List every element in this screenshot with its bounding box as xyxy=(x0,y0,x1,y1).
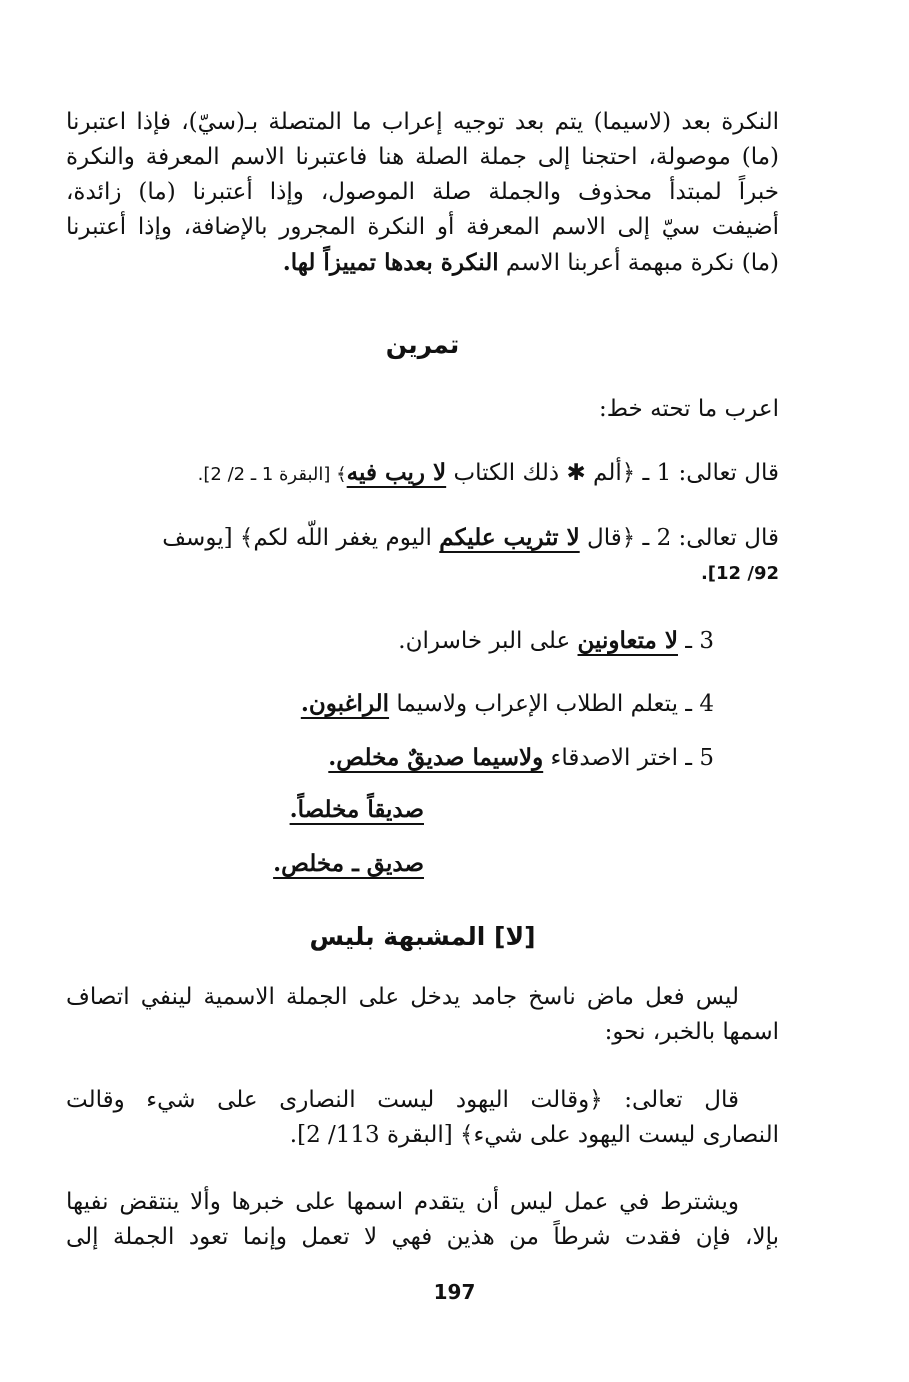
item1-pre: قال تعالى: 1 ـ ﴿ألم ✱ ذلك الكتاب xyxy=(446,460,779,486)
intro-line: خبراً لمبتدأ محذوف والجملة صلة الموصول، وإذا أعتبرنا (ما) زائدة، xyxy=(66,179,779,205)
alternative-2 xyxy=(66,846,424,882)
item1-underlined: لا ريب فيه xyxy=(346,459,447,486)
exercise-item-3 xyxy=(66,623,714,659)
item3-pre: 3 ـ xyxy=(677,628,714,654)
section-heading: [لا] المشبهة بليس xyxy=(309,922,536,951)
item3-underlined: لا متعاونين xyxy=(577,627,678,654)
exercise-instruction xyxy=(66,392,779,427)
exercise-item-5 xyxy=(66,740,714,776)
page-number: 197 xyxy=(433,1280,476,1304)
instruction-text: اعرب ما تحته خط: xyxy=(598,396,779,422)
item2-post: اليوم يغفر اللّه لكم﴾ [يوسف xyxy=(162,525,440,551)
intro-last-line-bold: النكرة بعدها تمييزاً لها. xyxy=(282,249,499,276)
section2-paragraph-1 xyxy=(66,980,779,1050)
item1-post: ﴾ [البقرة 1 ـ 2/ 2]. xyxy=(197,464,347,485)
item4-pre: 4 ـ يتعلم الطلاب الإعراب ولاسيما xyxy=(389,691,714,717)
para1-line: اسمها بالخبر، نحو: xyxy=(604,1019,779,1045)
para2-line: قال تعالى: ﴿وقالت اليهود ليست النصارى على شيء وقالت xyxy=(66,1087,739,1113)
para3-line: بإلا، فإن فقدت شرطاً من هذين فهي لا تعمل وإنما تعود الجملة إلى xyxy=(66,1224,779,1250)
alt1-text: صديقاً مخلصاً. xyxy=(289,796,424,823)
intro-last-line xyxy=(66,245,779,281)
item3-post: على البر خاسران. xyxy=(398,628,578,654)
item5-pre: 5 ـ اختر الاصدقاء xyxy=(543,745,714,771)
exercise-item-4 xyxy=(66,686,714,722)
item2-pre: قال تعالى: 2 ـ ﴿قال xyxy=(579,525,779,551)
alternative-1 xyxy=(66,792,424,828)
para1-line: ليس فعل ماض ناسخ جامد يدخل على الجملة الاسمية لينفي اتصاف xyxy=(66,984,739,1010)
para2-line: النصارى ليست اليهود على شيء﴾ [البقرة 113/ 2]. xyxy=(289,1122,779,1148)
intro-line: أضيفت سيّ إلى الاسم المعرفة أو النكرة المجرور بالإضافة، وإذا أعتبرنا xyxy=(66,214,779,240)
section2-paragraph-3 xyxy=(66,1185,779,1255)
intro-last-line-start: (ما) نكرة مبهمة أعربنا الاسم xyxy=(498,250,779,276)
intro-paragraph xyxy=(66,105,779,281)
intro-line: النكرة بعد (لاسيما) يتم بعد توجيه إعراب ما المتصلة بـ(سيّ)، فإذا اعتبرنا xyxy=(66,109,779,135)
exercise-item-1 xyxy=(66,455,779,492)
section2-paragraph-2 xyxy=(66,1083,779,1153)
exercise-item-2 xyxy=(66,520,779,591)
item2-underlined: لا تثريب عليكم xyxy=(439,524,580,551)
alt2-text: صديق ـ مخلص. xyxy=(273,850,424,877)
exercise-heading: تمرين xyxy=(385,330,460,359)
para3-line: ويشترط في عمل ليس أن يتقدم اسمها على خبرها وألا ينتقض نفيها xyxy=(66,1189,739,1215)
item4-underlined: الراغبون. xyxy=(300,690,390,717)
item2-continuation: 92/ 12]. xyxy=(700,563,779,584)
intro-line: (ما) موصولة، احتجنا إلى جملة الصلة هنا فاعتبرنا الاسم المعرفة والنكرة xyxy=(66,144,779,170)
item5-underlined: ولاسيما صديقٌ مخلص. xyxy=(328,744,544,771)
